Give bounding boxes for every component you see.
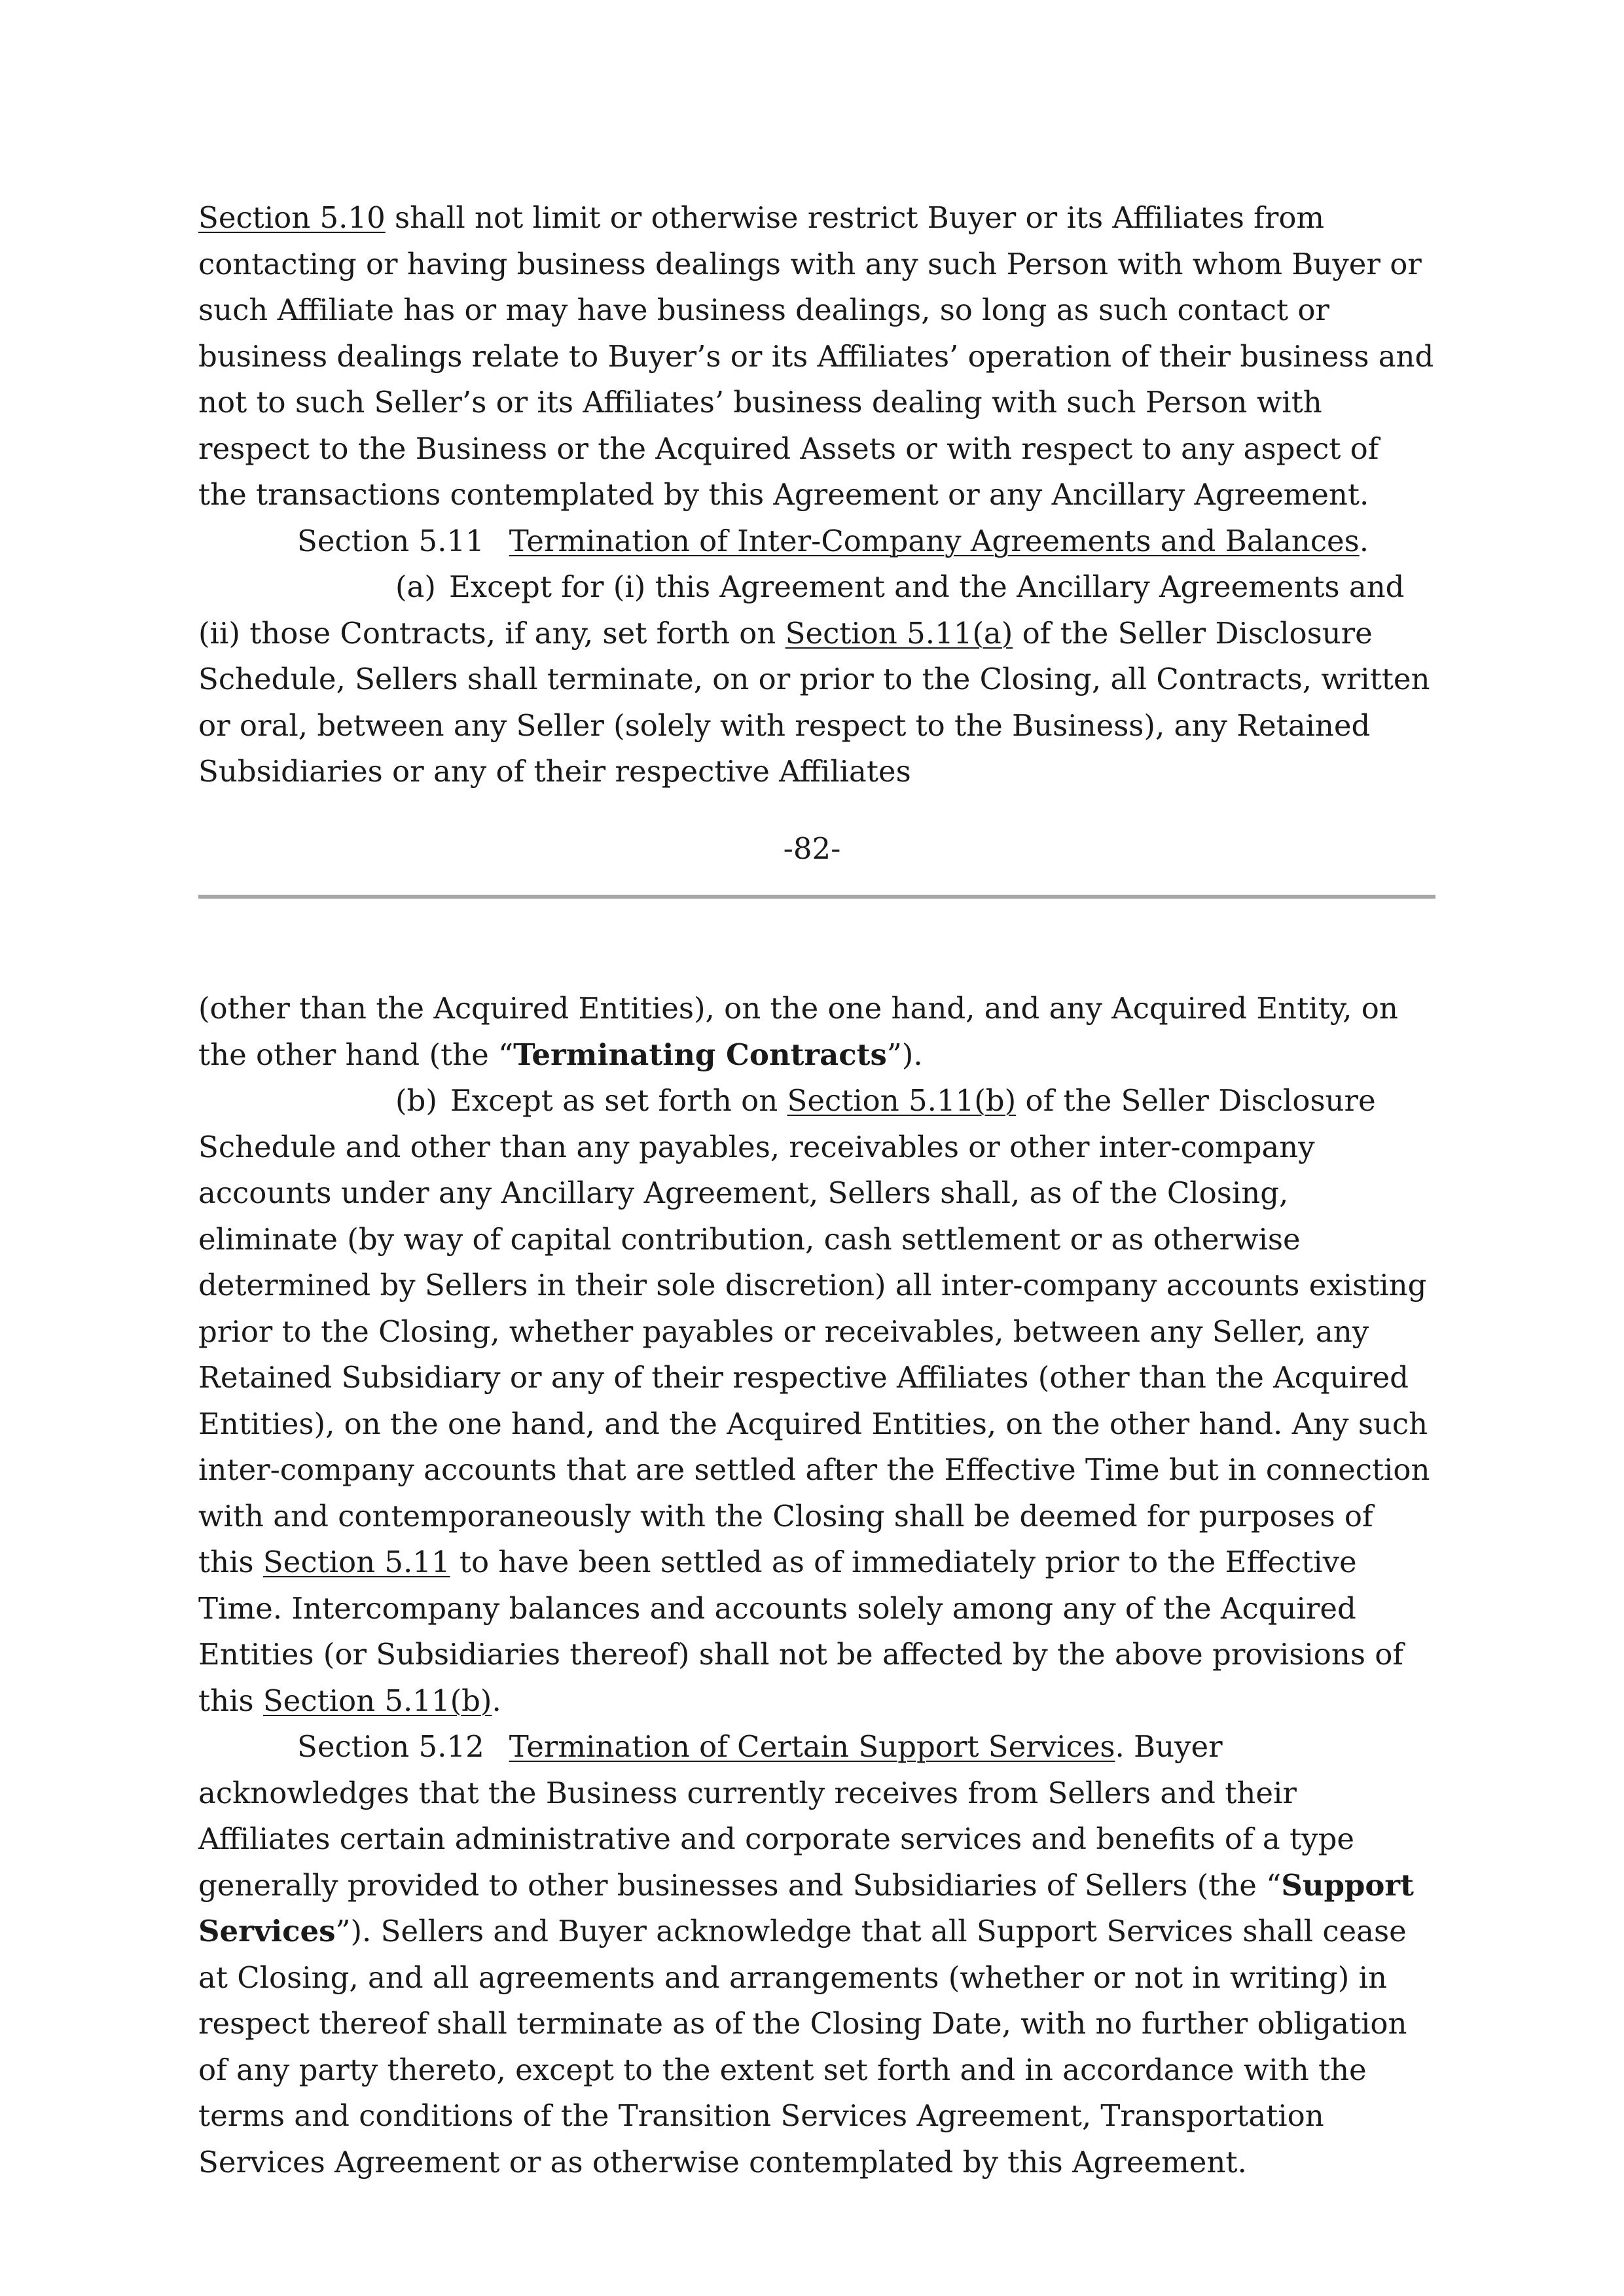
section-5-11b-reference[interactable]: Section 5.11(b) <box>262 1683 492 1718</box>
page-top-text <box>198 195 1435 795</box>
defined-term: Support Services <box>198 1867 1414 1948</box>
paragraph-text: of the Seller Disclosure Schedule, Sellers shall terminate, on or prior to the Closing, all Contracts, written or oral, between any Seller (solely with respect to the Business), any Retained Subsidiaries or any of their respective Affiliates <box>198 615 1430 789</box>
subsection-label: (b) <box>395 1083 437 1118</box>
page-bottom-text <box>198 986 1435 2185</box>
section-title: Termination of Certain Support Services <box>509 1729 1115 1764</box>
paragraph-text: shall not limit or otherwise restrict Buyer or its Affiliates from contacting or having business dealings with any such Person with whom Buyer or such Affiliate has or may have business dealings, so long as such contact or business dealings relate to Buyer’s or its Affiliates’ operation of their business and not to such Seller’s or its Affiliates’ business dealing with such Person with respect to the Business or the Acquired Assets or with respect to any aspect of the transactions contemplated by this Agreement or any Ancillary Agreement. <box>198 200 1434 512</box>
section-title: Termination of Inter-Company Agreements and Balances <box>509 523 1360 558</box>
paragraph-terminating-contracts <box>198 986 1435 1078</box>
paragraph-text: ”). Sellers and Buyer acknowledge that all Support Services shall cease at Closing, and all agreements and arrangements (whether or not in writing) in respect thereof shall terminate as of the Closing Date, with no further obligation of any party thereto, except to the extent set forth and in accordance with the terms and conditions of the Transition Services Agreement, Transportation Services Agreement or as otherwise contemplated by this Agreement. <box>198 1914 1407 2179</box>
subsection-label: (a) <box>395 569 436 604</box>
paragraph-text: (other than the Acquired Entities), on the one hand, and any Acquired Entity, on the other hand (the “ <box>198 991 1398 1072</box>
section-5-11-reference[interactable]: Section 5.11 <box>262 1545 450 1579</box>
section-5-11-heading: Section 5.11 Termination of Inter-Company Agreements and Balances. <box>297 523 1369 558</box>
subsection-b: (b) Except as set forth on Section 5.11(b) of the Seller Disclosure Schedule and other than any payables, receivables or other inter-company accounts under any Ancillary Agreement, Sellers shall, as of the Closing, eliminate (by way of capital contribution, cash settlement or as otherwise determined by Sellers in their sole discretion) all inter-company accounts existing prior to the Closing, whether payables or receivables, between any Seller, any Retained Subsidiary or any of their respective Affiliates (other than the Acquired Entities), on the one hand, and the Acquired Entities, on the other hand. Any such inter-company accounts that are settled after the Effective Time but in connection with and contemporaneously with the Closing shall be deemed for purposes of this Section 5.11 to have been settled as of immediately prior to the Effective Time. Intercompany balances and accounts solely among any of the Acquired Entities (or Subsidiaries thereof) shall not be affected by the above provisions of this Section 5.11(b). <box>198 1083 1430 1718</box>
defined-term: Terminating Contracts <box>513 1037 887 1072</box>
paragraph-text: of the Seller Disclosure Schedule and other than any payables, receivables or other inter-company accounts under any Ancillary Agreement, Sellers shall, as of the Closing, eliminate (by way of capital contribution, cash settlement or as otherwise determined by Sellers in their sole discretion) all inter-company accounts existing prior to the Closing, whether payables or receivables, between any Seller, any Retained Subsidiary or any of their respective Affiliates (other than the Acquired Entities), on the one hand, and the Acquired Entities, on the other hand. Any such inter-company accounts that are settled after the Effective Time but in connection with and contemporaneously with the Closing shall be deemed for purposes of this <box>198 1083 1430 1579</box>
section-5-12 <box>198 1724 1435 2185</box>
paragraph-text: . Buyer acknowledges that the Business currently receives from Sellers and their Affiliates certain administrative and corporate services and benefits of a type generally provided to other businesses and Subsidiaries of Sellers (the “ <box>198 1729 1355 1903</box>
section-number: Section 5.11 <box>297 523 484 558</box>
paragraph-text: to have been settled as of immediately prior to the Effective Time. Intercompany balances and accounts solely among any of the Acquired Entities (or Subsidiaries thereof) shall not be affected by the above provisions of this <box>198 1545 1403 1718</box>
page-divider <box>198 895 1435 899</box>
page-number: -82- <box>783 831 841 866</box>
paragraph-text: Except for (i) this Agreement and the Ancillary Agreements and (ii) those Contracts, if any, set forth on <box>198 569 1405 651</box>
section-5-11a-reference[interactable]: Section 5.11(a) <box>785 615 1013 651</box>
subsection-a <box>198 564 1435 795</box>
section-5-10-reference[interactable]: Section 5.10 <box>198 200 386 235</box>
section-number: Section 5.12 <box>297 1729 484 1764</box>
paragraph-section-5-10-continuation <box>198 195 1435 518</box>
paragraph-text: Except as set forth on <box>450 1083 787 1118</box>
paragraph-text: ”). <box>886 1037 923 1072</box>
section-5-11b-reference[interactable]: Section 5.11(b) <box>787 1083 1017 1118</box>
